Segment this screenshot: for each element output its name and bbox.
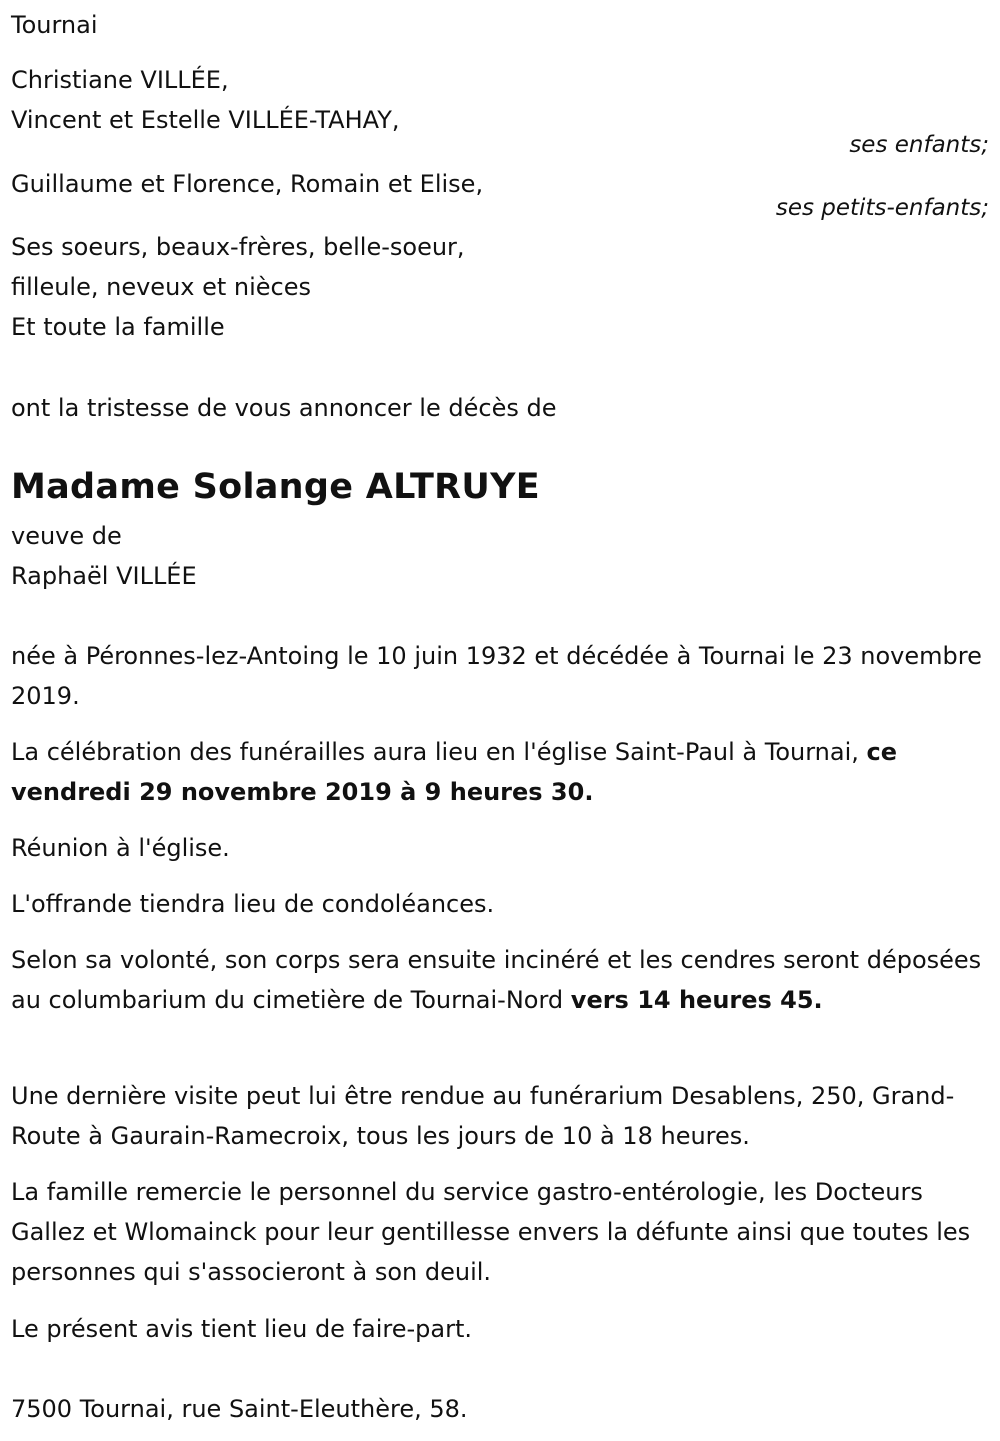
address-line: 7500 Tournai, rue Saint-Eleuthère, 58. [11,1395,468,1423]
celebration-text: La célébration des funérailles aura lieu en l'église Saint-Paul à Tournai, [11,738,859,766]
family-line: filleule, neveux et nièces [11,273,312,301]
grandchildren-role: ses petits-enfants; [775,195,989,221]
grandchildren-line: Guillaume et Florence, Romain et Elise, [11,170,484,198]
family-line: Et toute la famille [11,313,225,341]
celebration-date: ce vendredi 29 novembre 2019 à 9 heures 30. [11,738,898,806]
announcement-intro: ont la tristesse de vous annoncer le décès de [11,394,557,422]
child-line: Christiane VILLÉE, [11,66,229,94]
spouse-name: Raphaël VILLÉE [11,562,197,590]
meeting-line: Réunion à l'église. [11,834,230,862]
celebration-paragraph [11,732,989,812]
visit-paragraph: Une dernière visite peut lui être rendue au funérarium Desablens, 250, Grand-Route à Gaurain-Ramecroix, tous les jours de 10 à 18 heures. [11,1082,955,1150]
offering-line: L'offrande tiendra lieu de condoléances. [11,890,495,918]
header-city: Tournai [11,11,98,39]
notice-line: Le présent avis tient lieu de faire-part. [11,1315,473,1343]
family-line: Ses soeurs, beaux-frères, belle-soeur, [11,233,465,261]
deceased-name: Madame Solange ALTRUYE [11,467,540,507]
birth-death-paragraph: née à Péronnes-lez-Antoing le 10 juin 1932 et décédée à Tournai le 23 novembre 2019. [11,642,982,710]
children-role: ses enfants; [849,132,989,158]
thanks-paragraph: La famille remercie le personnel du service gastro-entérologie, les Docteurs Gallez et Wlomainck pour leur gentillesse envers la défunte ainsi que toutes les personnes qui s'associeront à son deuil. [11,1178,971,1286]
widow-of-label: veuve de [11,522,122,550]
cremation-text: Selon sa volonté, son corps sera ensuite incinéré et les cendres seront déposées au columbarium du cimetière de Tournai-Nord [11,946,982,1014]
cremation-time: vers 14 heures 45. [570,986,823,1014]
cremation-paragraph [11,940,989,1020]
child-line: Vincent et Estelle VILLÉE-TAHAY, [11,106,400,134]
